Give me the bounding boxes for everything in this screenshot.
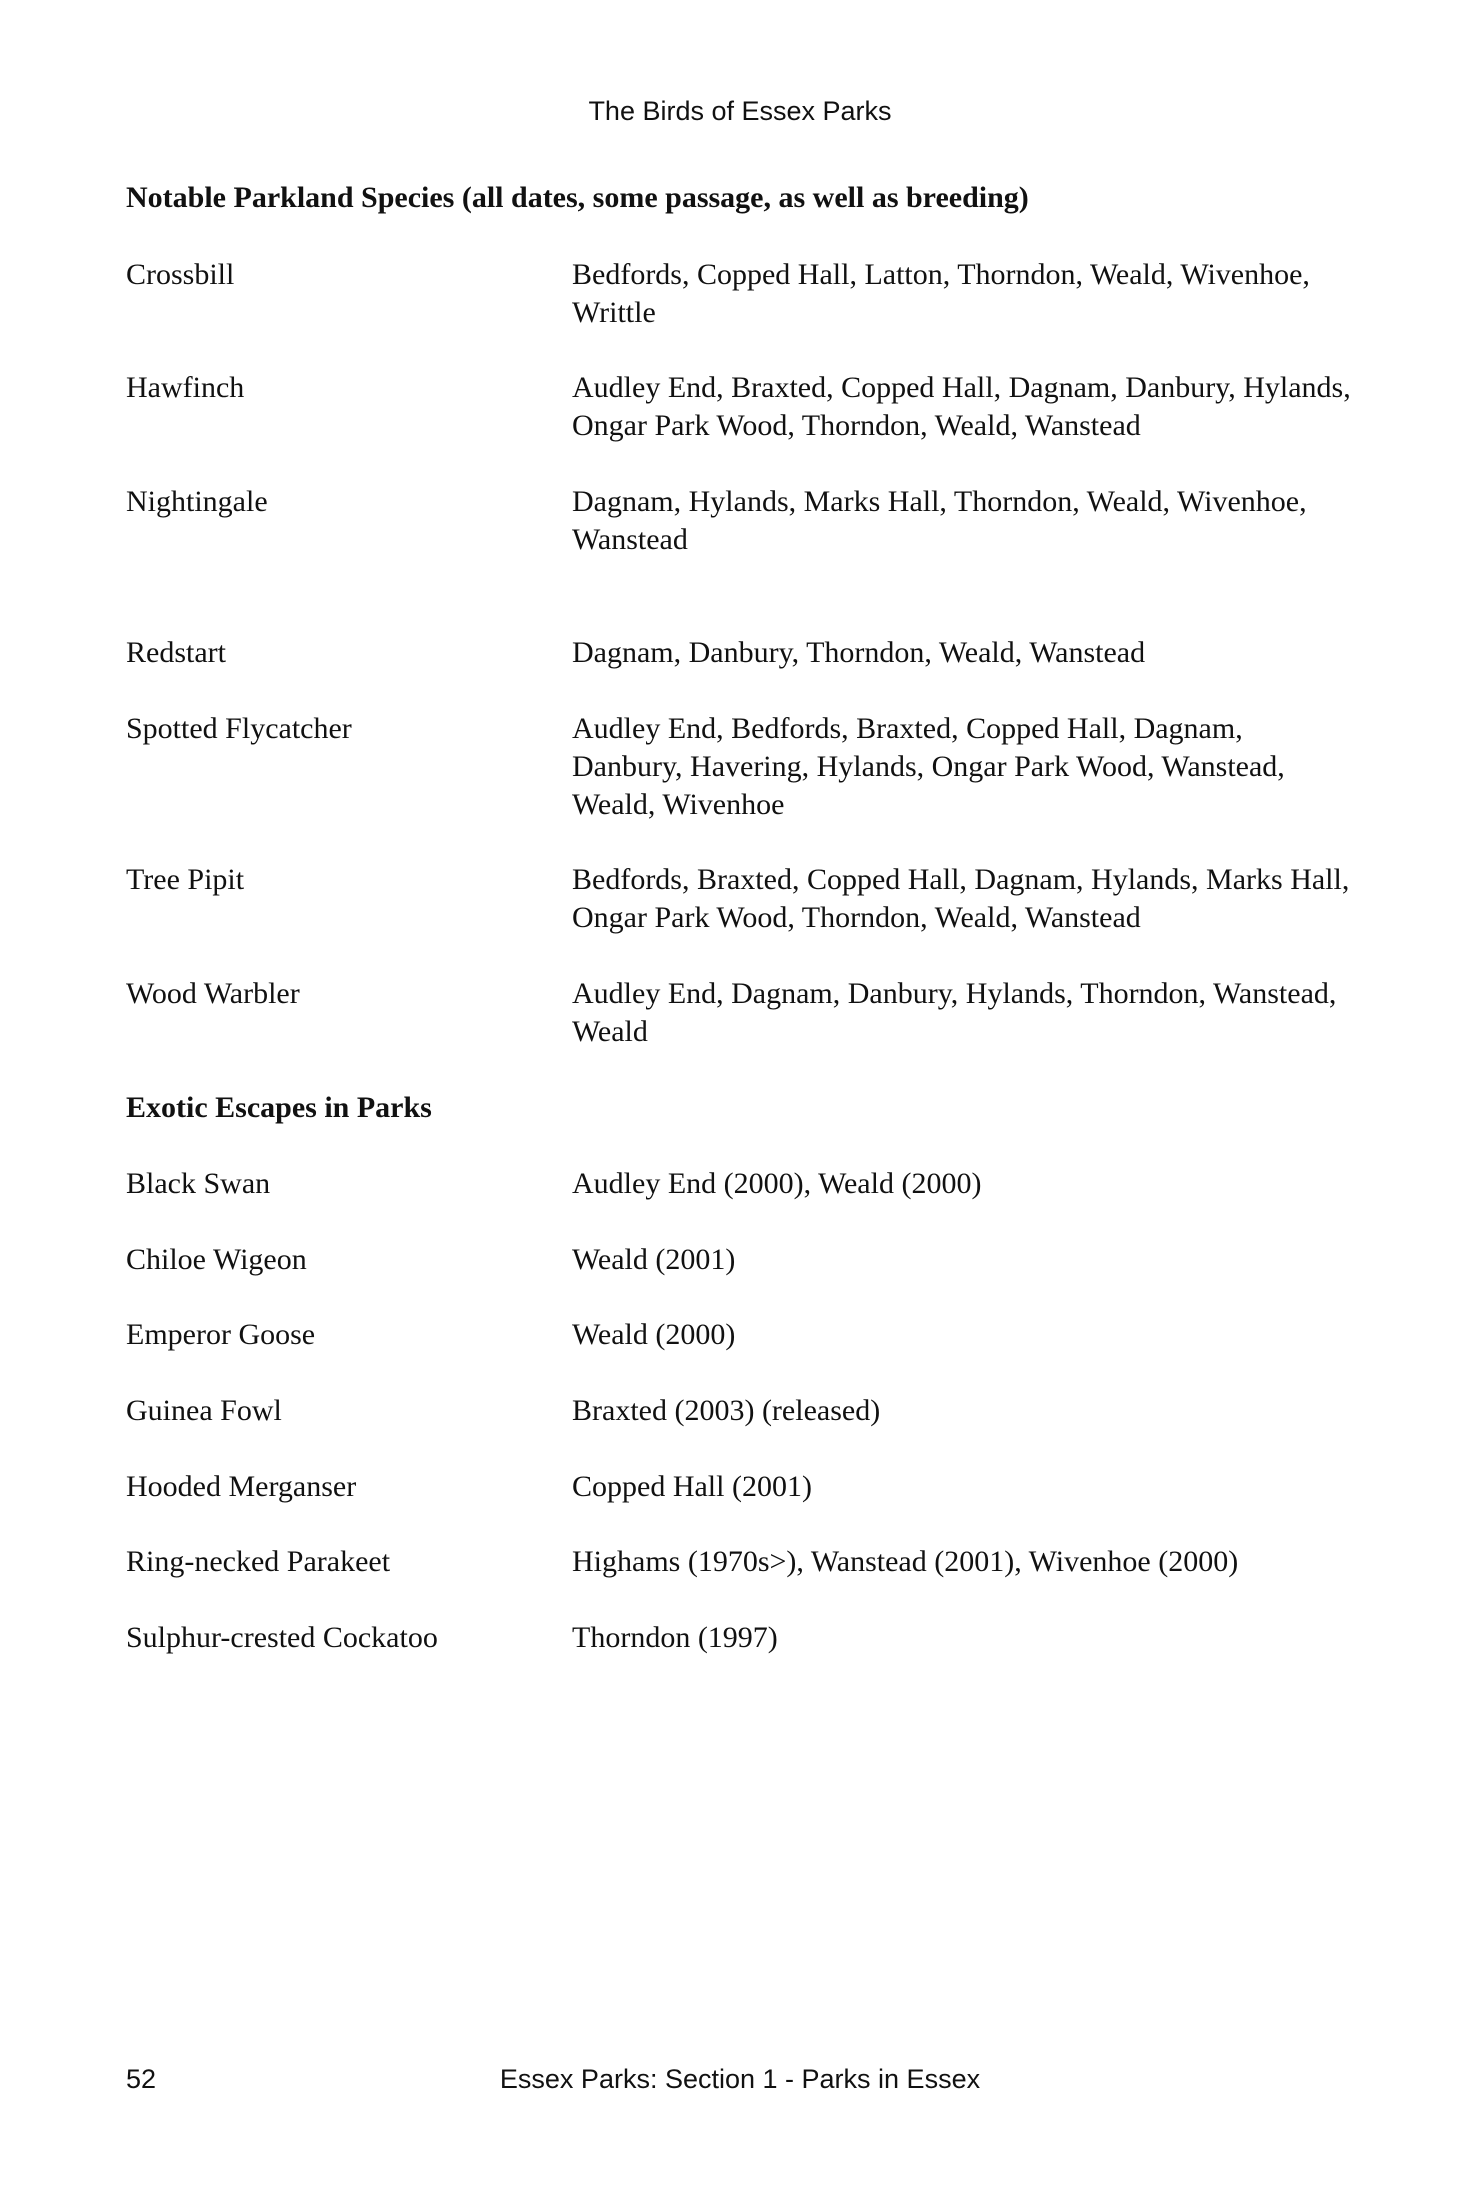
species-name: Emperor Goose [126, 1318, 316, 1351]
species-sites: Copped Hall (2001) [572, 1470, 812, 1503]
species-sites: Audley End (2000), Weald (2000) [572, 1167, 982, 1200]
running-header: The Birds of Essex Parks [588, 96, 892, 126]
species-name: Redstart [126, 636, 226, 669]
species-name: Hooded Merganser [126, 1470, 357, 1503]
species-sites: Highams (1970s>), Wanstead (2001), Wivenhoe (2000) [572, 1545, 1239, 1578]
species-name: Spotted Flycatcher [126, 712, 352, 745]
species-name: Guinea Fowl [126, 1394, 282, 1427]
species-sites: Thorndon (1997) [572, 1621, 778, 1654]
species-name: Crossbill [126, 258, 235, 291]
species-sites: Weald (2001) [572, 1243, 736, 1276]
species-sites: Audley End, Bedfords, Braxted, Copped Hall, Dagnam, Danbury, Havering, Hylands, Ongar Park Wood, Wanstead, Weald, Wivenhoe [572, 712, 1285, 821]
species-sites: Dagnam, Hylands, Marks Hall, Thorndon, Weald, Wivenhoe, Wanstead [572, 485, 1307, 556]
notable-species-heading: Notable Parkland Species (all dates, some passage, as well as breeding) [126, 181, 1029, 214]
species-name: Nightingale [126, 485, 268, 518]
species-sites: Dagnam, Danbury, Thorndon, Weald, Wanstead [572, 636, 1146, 669]
species-sites: Bedfords, Copped Hall, Latton, Thorndon, Weald, Wivenhoe, Writtle [572, 258, 1310, 329]
page-number: 52 [126, 2064, 157, 2094]
species-name: Ring-necked Parakeet [126, 1545, 391, 1578]
species-name: Sulphur-crested Cockatoo [126, 1621, 438, 1654]
species-name: Tree Pipit [126, 863, 245, 896]
species-name: Chiloe Wigeon [126, 1243, 307, 1276]
exotic-escapes-heading: Exotic Escapes in Parks [126, 1091, 432, 1124]
footer-section-title: Essex Parks: Section 1 - Parks in Essex [499, 2064, 981, 2094]
species-sites: Audley End, Braxted, Copped Hall, Dagnam, Danbury, Hylands, Ongar Park Wood, Thorndon, Weald, Wanstead [572, 371, 1351, 442]
species-name: Wood Warbler [126, 977, 300, 1010]
species-name: Hawfinch [126, 371, 245, 404]
species-sites: Weald (2000) [572, 1318, 736, 1351]
species-sites: Braxted (2003) (released) [572, 1394, 881, 1427]
species-sites: Bedfords, Braxted, Copped Hall, Dagnam, Hylands, Marks Hall, Ongar Park Wood, Thorndon, Weald, Wanstead [572, 863, 1350, 934]
species-sites: Audley End, Dagnam, Danbury, Hylands, Thorndon, Wanstead, Weald [572, 977, 1337, 1048]
species-name: Black Swan [126, 1167, 271, 1200]
